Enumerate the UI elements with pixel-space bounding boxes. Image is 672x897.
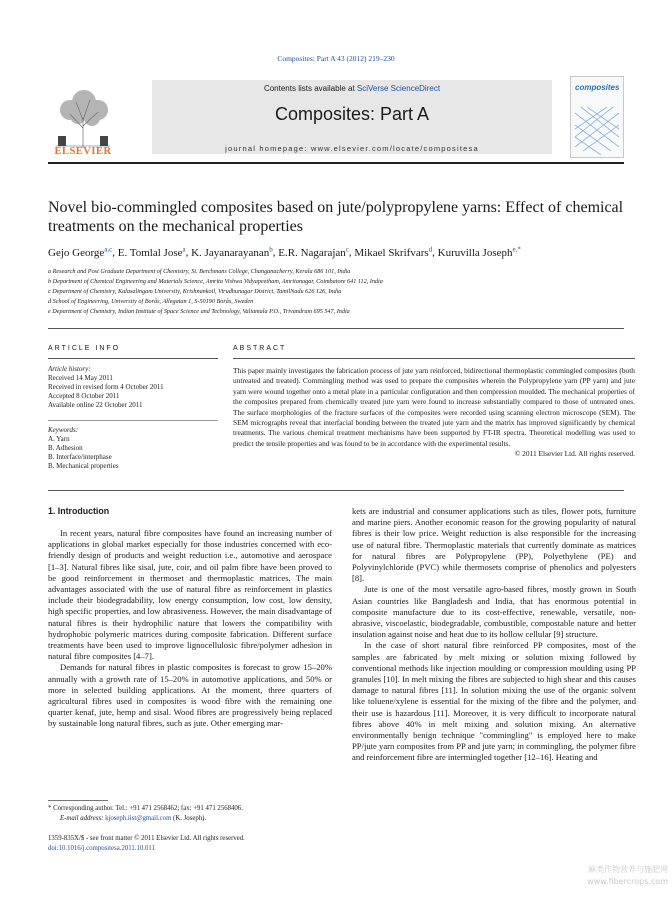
- history-item: Available online 22 October 2011: [48, 401, 143, 409]
- abstract-text: This paper mainly investigates the fabrication process of jute yarn reinforced, bidirectional thermoplastic commingled composites (both untreated and treated). Commingling method was used to prepare the composites wherein the Polypropylene yarn (PP yarn) and jute yarn were wound together onto a metal plate in a particular configuration and then compression moulded. The mechanical properties of the composites prepared from chemically treated jute yarn were found to increase substantially compared to those of untreated ones. The surface morphologies of the fracture surfaces of the composites were recorded using scanning electron microscope (SEM). The SEM micrographs reveal that interfacial bonding between the treated jute yarn and the matrix has improved significantly by chemical treatments. The various chemical treatment mechanisms have been supported by FT-IR spectra. Theoretical modelling was used to predict the tensile properties and was found to be in accordance with the experimental results.: [233, 366, 635, 448]
- watermark-line: 麻类作物营养与施肥网: [588, 865, 668, 874]
- watermark-line: www.fibercrops.com: [587, 877, 668, 886]
- footnote-rule: [48, 800, 108, 801]
- divider: [233, 358, 635, 359]
- keyword: B. Adhesion: [48, 444, 83, 452]
- body-column-left: [48, 528, 332, 730]
- keyword: B. Interface/interphase: [48, 453, 112, 461]
- body-paragraph: Demands for natural fibres in plastic composites is forecast to grow 15–20% annually with a growth rate of 15–20% in automotive applications, and 50% or more in selected building applications. At the moment, three quarters of agricultural fibres used in composites is wood fibre with the remaining one quarter kenaf, jute, hemp and sisal. Wood fibres are progressively being replaced by sustainable long natural fibres, such as jute. Other emerging mar-: [48, 662, 332, 729]
- divider: [48, 328, 624, 329]
- contents-prefix: Contents lists available at: [263, 84, 357, 93]
- abstract-body: [233, 366, 635, 460]
- affiliation: b Department of Chemical Engineering and Materials Science, Amrita Vishwa Vidyapeetham, Amritanagar, Coimbatore 641 112, India: [48, 278, 383, 285]
- article-title: Novel bio-commingled composites based on jute/polypropylene yarns: Effect of chemical treatments on the mechanical properties: [48, 199, 624, 235]
- keyword: B. Mechanical properties: [48, 462, 119, 470]
- keyword: A. Yarn: [48, 435, 70, 443]
- doi-link[interactable]: doi:10.1016/j.compositesa.2011.10.011: [48, 844, 155, 852]
- journal-name: Composites: Part A: [274, 104, 430, 124]
- journal-citation[interactable]: Composites: Part A 43 (2012) 219–230: [277, 54, 395, 63]
- section-heading: 1. Introduction: [48, 506, 110, 516]
- history-item: Received 14 May 2011: [48, 374, 113, 382]
- author[interactable]: E.R. Nagarajan$^c$: [278, 245, 349, 259]
- publisher-wordmark: ELSEVIER: [54, 146, 112, 157]
- site-watermark: [540, 864, 668, 888]
- body-column-right: [352, 506, 636, 764]
- cover-title: composites: [575, 83, 620, 92]
- email-note: [60, 814, 360, 823]
- divider: [48, 420, 218, 421]
- author-list: Gejo George$^{a,c}$, E. Tomlal Jose$^a$, K. Jayanarayanan$^b$, E.R. Nagarajan$^c$, Mikael Skrifvars$^d$, Kuruvilla Joseph$^{e,*}$: [48, 245, 521, 259]
- sciencedirect-link[interactable]: SciVerse ScienceDirect: [356, 84, 441, 93]
- affiliation: d School of Engineering, University of Borås, Allegatan 1, S-50190 Borås, Sweden: [48, 298, 254, 305]
- divider: [48, 490, 624, 491]
- body-paragraph: In the case of short natural fibre reinforced PP composites, most of the samples are fabricated by melt mixing or solution mixing followed by conventional methods like injection moulding or compression moulding using PP granules [10]. In melt mixing the fibres are subjected to high shear and this causes damage to natural fibres [11]. In solution mixing the use of the organic solvent like toluene/xylene is essential for the mixing of the fibre and the polymer, and their use is hazardous [11]. Moreover, it is very difficult to incorporate natural fibres above 40% in melt mixing and solution mixing. An alternative environmentally benign technique "commingling" is employed here to make PP/jute yarn composites from PP and jute yarn; in commingling, the polymer fibre and reinforcement fibre are intermingled together [12–16]. Heating and: [352, 640, 636, 763]
- history-item: Received in revised form 4 October 2011: [48, 383, 164, 391]
- keywords: [48, 426, 218, 471]
- author[interactable]: Kuruvilla Joseph$^{e,*}$: [437, 245, 521, 259]
- affiliation: e Department of Chemistry, Indian Institute of Space Science and Technology, Valiamala P.O., Trivandrum 695 547, India: [48, 308, 350, 315]
- contents-line: [152, 84, 552, 93]
- journal-cover-thumbnail: [570, 76, 624, 158]
- footer: [48, 834, 245, 853]
- author[interactable]: Gejo George$^{a,c}$: [48, 245, 113, 259]
- abstract-copyright: © 2011 Elsevier Ltd. All rights reserved.: [514, 449, 635, 459]
- divider: [48, 358, 218, 359]
- body-paragraph: In recent years, natural fibre composites have found an increasing number of applications in global market especially for those industries concerned with eco-friendly design of products and weight reduction i.e., automotive and aerospace [1–3]. Natural fibres like sisal, jute, coir, and oil palm fibre have been proved to be good reinforcement in thermoset and thermoplastic matrices. The main advantages associated with the use of natural fibre as reinforcement in plastics include their biodegradability, low energy consumption, low cost, low density, high specific properties, and low abrasiveness. However, the main disadvantage of natural fibres is their hydrophilic nature that lowers the compatibility with hydrophobic polymeric matrices during composite fabrication. Different surface treatments have been used to improve lignocellulosic fibre/polymer adhesion in natural fibre composites [4–7].: [48, 528, 332, 662]
- email-label: E-mail address:: [60, 815, 106, 822]
- history-item: Accepted 8 October 2011: [48, 392, 120, 400]
- author[interactable]: K. Jayanarayanan$^b$: [191, 245, 273, 259]
- author[interactable]: Mikael Skrifvars$^d$: [354, 245, 433, 259]
- author[interactable]: E. Tomlal Jose$^a$: [117, 245, 186, 259]
- body-paragraph: kets are industrial and consumer applications such as tiles, flower pots, furniture and marine piers. Another economic reason for the growing popularity of natural fibres is their low price. Weight reduction is also responsible for the increasing use of natural fibre. Thermoplastic materials that currently dominate as matrices for natural fibres are Polypropylene (PP), Polyethylene (PE) and Polyvinylchloride (PVC) while thermosets comprise of phenolics and polyesters [8].: [352, 506, 636, 584]
- issn-line: 1359-835X/$ - see front matter © 2011 Elsevier Ltd. All rights reserved.: [48, 835, 245, 842]
- history-label: Article history:: [48, 365, 91, 373]
- abstract-heading: ABSTRACT: [233, 345, 287, 352]
- affiliation: c Department of Chemistry, Kalasalingam University, Krishnankoil, Virudhunagar District, TamilNadu 626 126, India: [48, 288, 342, 295]
- header-rule: [48, 162, 624, 164]
- email-link[interactable]: kjoseph.iist@gmail.com: [105, 815, 172, 822]
- affiliation: a Research and Post Graduate Department of Chemistry, St. Berchmans College, Changanacherry, Kerala 686 101, India: [48, 268, 351, 275]
- body-paragraph: Jute is one of the most versatile agro-based fibres, mostly grown in South Asian countries like Bangladesh and India, that has enormous potential in composite manufacture due to its cost-effective, renewable, versatile, non-abrasive, viscoelastic, biodegradable, combustible, compostable nature and better insulation against noise and heat due to its hollow cellular [9] structure.: [352, 584, 636, 640]
- journal-homepage[interactable]: journal homepage: www.elsevier.com/locate/compositesa: [225, 144, 479, 153]
- email-suffix: (K. Joseph).: [171, 815, 207, 822]
- article-history: [48, 365, 218, 410]
- article-info-heading: ARTICLE INFO: [48, 345, 121, 352]
- corresponding-author-note: * Corresponding author. Tel.: +91 471 2568462; fax: +91 471 2568406.: [48, 805, 243, 812]
- keywords-label: Keywords:: [48, 426, 79, 434]
